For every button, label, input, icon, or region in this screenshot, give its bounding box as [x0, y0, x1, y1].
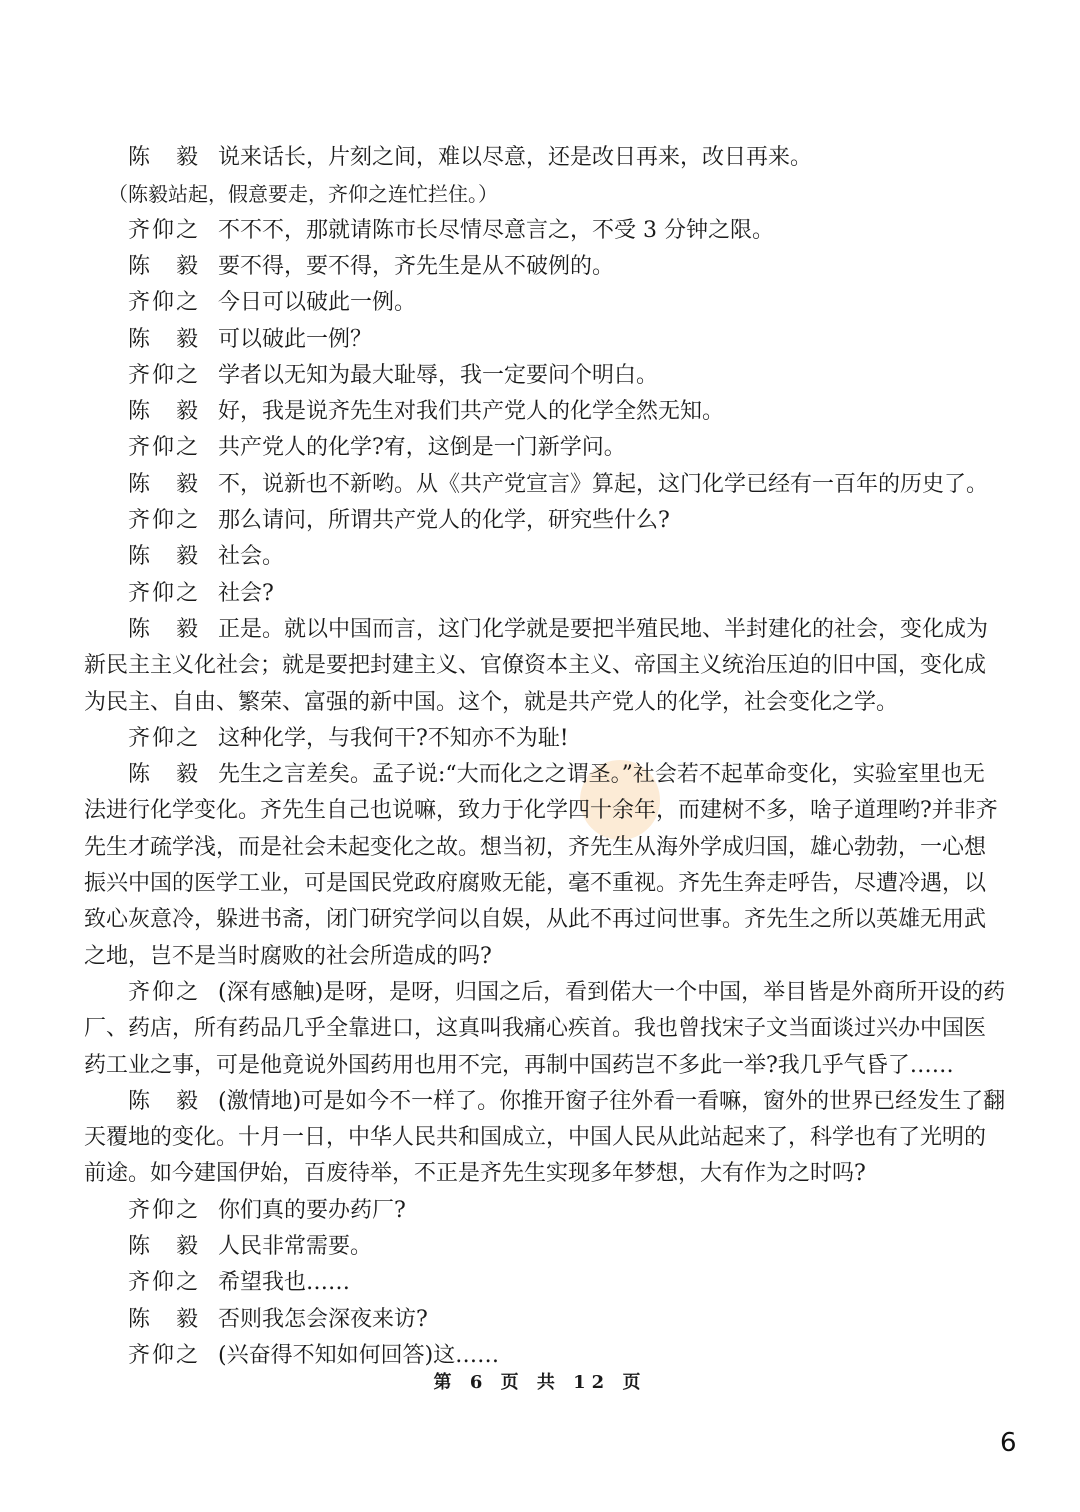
dialogue-continuation: 为民主、自由、繁荣、富强的新中国。这个，就是共产党人的化学，社会变化之学。: [84, 689, 899, 715]
dialogue-line: 这种化学，与我何干?不知亦不为耻!: [218, 725, 569, 751]
dialogue-line: 要不得，要不得，齐先生是从不破例的。: [218, 253, 615, 279]
speaker-name: 陈 毅: [128, 145, 201, 170]
dialogue-continuation: 厂、药店，所有药品几乎全靠进口，这真叫我痛心疾首。我也曾找宋子文当面谈过兴办中国医: [84, 1016, 987, 1042]
speaker-name: 齐仰之: [128, 217, 201, 243]
dialogue-line: 说来话长，片刻之间，难以尽意，还是改日再来，改日再来。: [218, 145, 813, 170]
dialogue-line: 那么请问，所谓共产党人的化学，研究些什么?: [218, 508, 670, 533]
speaker-name: 陈 毅: [128, 326, 201, 352]
speaker-name: 齐仰之: [128, 362, 201, 388]
dialogue-line: 好，我是说齐先生对我们共产党人的化学全然无知。: [218, 399, 725, 425]
dialogue-line: 人民非常需要。: [218, 1234, 373, 1259]
dialogue-line: 否则我怎会深夜来访?: [218, 1306, 428, 1332]
dialogue-line: (激情地)可是如今不一样了。你推开窗子往外看一看嘛，窗外的世界已经发生了翻: [218, 1088, 1006, 1114]
speaker-name: 齐仰之: [128, 979, 201, 1005]
dialogue-continuation: 前途。如今建国伊始，百废待举，不正是齐先生实现多年梦想，大有作为之时吗?: [84, 1161, 866, 1187]
dialogue-line: 社会。: [218, 544, 285, 570]
speaker-name: 陈 毅: [128, 1306, 201, 1332]
dialogue-line: 今日可以破此一例。: [218, 290, 417, 316]
speaker-name: 齐仰之: [128, 1342, 201, 1368]
dialogue-continuation: 之地，岂不是当时腐败的社会所造成的吗?: [84, 943, 492, 969]
speaker-name: 陈 毅: [128, 471, 201, 497]
speaker-name: 陈 毅: [128, 616, 201, 642]
speaker-name: 齐仰之: [128, 725, 201, 751]
dialogue-line: 社会?: [218, 580, 274, 606]
dialogue-line: 可以破此一例？: [218, 326, 373, 352]
dialogue-continuation: 新民主主义化社会；就是要把封建主义、官僚资本主义、帝国主义统治压迫的旧中国，变化成: [84, 653, 987, 679]
dialogue-continuation: 法进行化学变化。齐先生自己也说嘛，致力于化学四十余年，而建树不多，啥子道理哟?并非齐: [84, 798, 998, 824]
speaker-name: 陈 毅: [128, 1088, 201, 1114]
stage-direction: （陈毅站起，假意要走，齐仰之连忙拦住。）: [108, 182, 498, 207]
speaker-name: 齐仰之: [128, 290, 201, 316]
dialogue-line: 共产党人的化学?宥，这倒是一门新学问。: [218, 435, 626, 461]
speaker-name: 齐仰之: [128, 435, 201, 461]
dialogue-line: 正是。就以中国而言，这门化学就是要把半殖民地、半封建化的社会，变化成为: [218, 616, 989, 642]
dialogue-line: 先生之言差矣。孟子说:“大而化之之谓圣。”社会若不起革命变化，实验室里也无: [218, 762, 985, 788]
dialogue-continuation: 致心灰意冷，躲进书斋，闭门研究学问以自娱，从此不再过问世事。齐先生之所以英雄无用武: [84, 907, 987, 933]
dialogue-continuation: 药工业之事，可是他竟说外国药用也用不完，再制中国药岂不多此一举?我几乎气昏了……: [84, 1052, 954, 1078]
page-number: 6: [1000, 1428, 1017, 1458]
dialogue-continuation: 天覆地的变化。十月一日，中华人民共和国成立，中国人民从此站起来了，科学也有了光明的: [84, 1125, 987, 1151]
speaker-name: 陈 毅: [128, 544, 201, 570]
dialogue-line: (深有感触)是呀，是呀，归国之后，看到偌大一个中国，举目皆是外商所开设的药: [218, 979, 1006, 1005]
dialogue-line: 不，说新也不新哟。从《共产党宣言》算起，这门化学已经有一百年的历史了。: [218, 471, 989, 497]
speaker-name: 齐仰之: [128, 1197, 201, 1223]
page-footer: 第 6 页 共 12 页: [433, 1372, 647, 1393]
dialogue-line: 学者以无知为最大耻辱，我一定要问个明白。: [218, 362, 659, 388]
dialogue-continuation: 先生才疏学浅，而是社会未起变化之故。想当初，齐先生从海外学成归国，雄心勃勃，一心想: [84, 834, 987, 860]
speaker-name: 陈 毅: [128, 399, 201, 425]
dialogue-line: 希望我也……: [218, 1270, 351, 1296]
speaker-name: 齐仰之: [128, 508, 201, 533]
speaker-name: 齐仰之: [128, 1270, 201, 1296]
dialogue-continuation: 振兴中国的医学工业，可是国民党政府腐败无能，毫不重视。齐先生奔走呼告，尽遭冷遇，以: [84, 871, 987, 896]
speaker-name: 陈 毅: [128, 1234, 201, 1259]
speaker-name: 齐仰之: [128, 580, 201, 606]
dialogue-line: (兴奋得不知如何回答)这……: [218, 1342, 500, 1368]
speaker-name: 陈 毅: [128, 762, 201, 788]
dialogue-line: 你们真的要办药厂?: [218, 1197, 406, 1223]
dialogue-line: 不不不，那就请陈市长尽情尽意言之，不受 3 分钟之限。: [218, 217, 774, 243]
speaker-name: 陈 毅: [128, 253, 201, 279]
